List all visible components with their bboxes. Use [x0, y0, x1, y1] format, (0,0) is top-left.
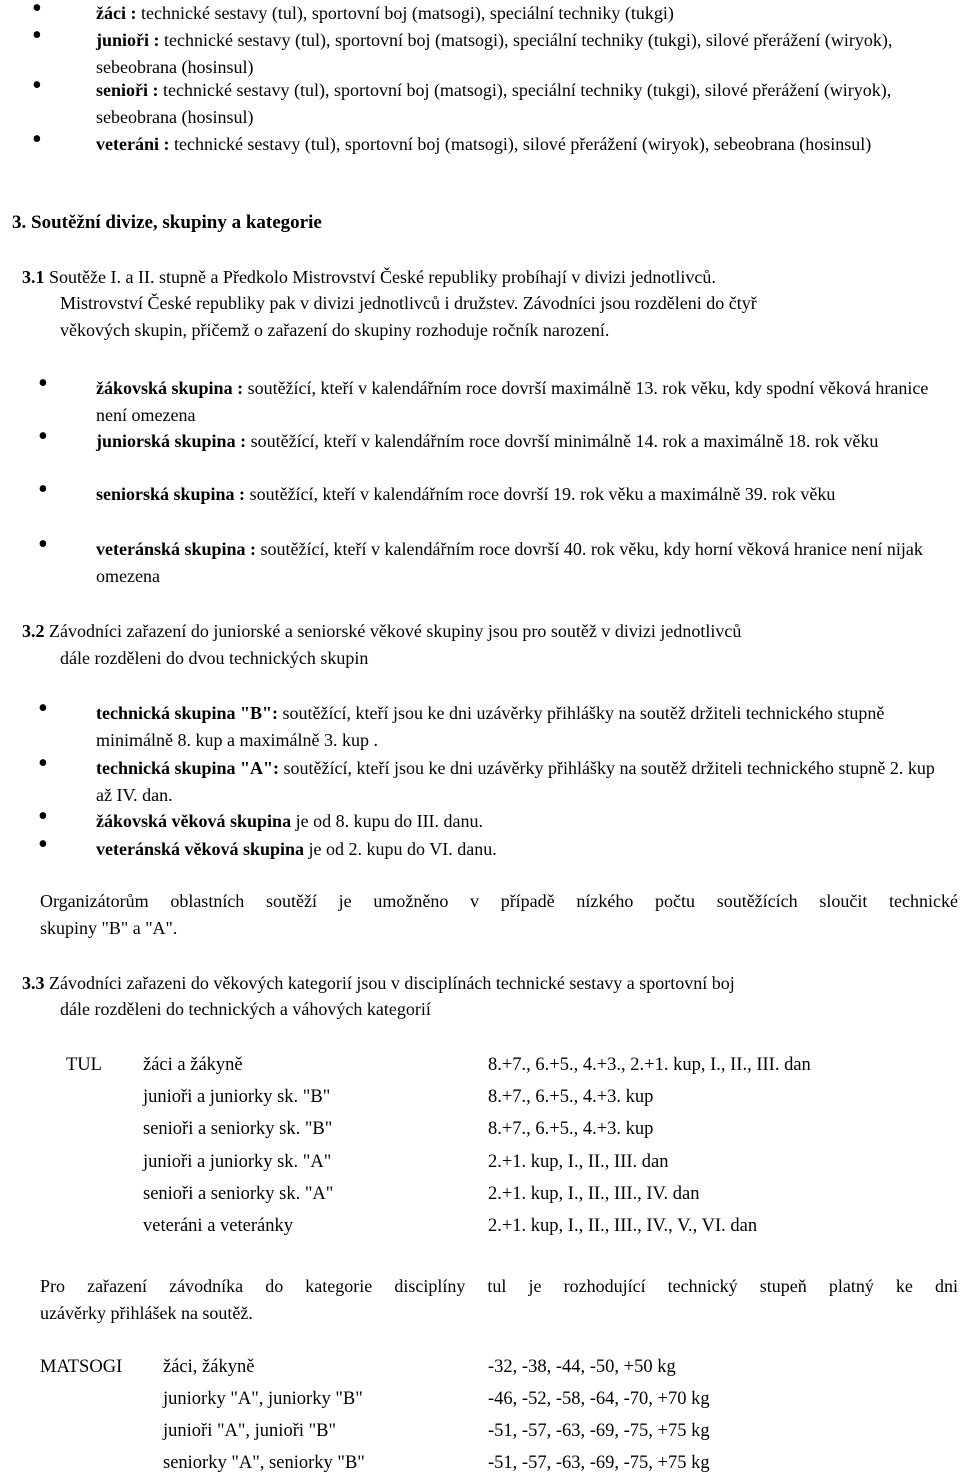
tul-label: TUL — [66, 1055, 102, 1075]
bullet-icon: • — [38, 368, 48, 399]
tul-note: Pro zařazení závodníka do kategorie disciplíny tul je rozhodující technický stupeň platný ke dni uzávěrky přihlášek na soutěž. — [40, 1276, 958, 1323]
tul-group: žáci a žákyně — [143, 1055, 243, 1075]
paragraph-3-3-cont: dále rozděleni do technických a váhových kategorií — [60, 999, 431, 1019]
matsogi-value: -51, -57, -63, -69, -75, +75 kg — [488, 1453, 710, 1473]
tul-group: junioři a juniorky sk. "A" — [143, 1152, 332, 1172]
matsogi-label: MATSOGI — [40, 1357, 123, 1377]
tul-group: senioři a seniorky sk. "A" — [143, 1184, 334, 1204]
paragraph-3-1-cont: Mistrovství České republiky pak v divizi jednotlivců i družstev. Závodníci jsou rozděleni do čtyř věkových skupin, přičemž o zařazení do skupiny rozhoduje ročník narození. — [60, 293, 757, 340]
bullet-icon: • — [32, 0, 42, 24]
bullet-icon: • — [38, 829, 48, 860]
section-heading: 3. Soutěžní divize, skupiny a kategorie — [12, 212, 322, 233]
tul-value: 2.+1. kup, I., II., III., IV. dan — [488, 1184, 700, 1204]
matsogi-value: -32, -38, -44, -50, +50 kg — [488, 1357, 676, 1377]
bullet-icon: • — [38, 693, 48, 724]
bullet-icon: • — [38, 748, 48, 779]
matsogi-group: juniorky "A", juniorky "B" — [163, 1389, 363, 1409]
bullet-icon: • — [32, 124, 42, 155]
tul-value: 8.+7., 6.+5., 4.+3., 2.+1. kup, I., II., III. dan — [488, 1055, 811, 1075]
paragraph-3-2-cont: dále rozděleni do dvou technických skupin — [60, 648, 369, 668]
tul-value: 2.+1. kup, I., II., III., IV., V., VI. dan — [488, 1216, 758, 1236]
matsogi-group: junioři "A", junioři "B" — [163, 1421, 337, 1441]
matsogi-group: žáci, žákyně — [163, 1357, 255, 1377]
bullet-icon: • — [38, 529, 48, 560]
paragraph-3-2: 3.2 Závodníci zařazení do juniorské a seniorské věkové skupiny jsou pro soutěž v divizi jednotlivců — [22, 621, 742, 641]
bullet-icon: • — [38, 801, 48, 832]
organizers-note: Organizátorům oblastních soutěží je umožněno v případě nízkého počtu soutěžících sloučit technické skupiny "B" a "A". — [40, 891, 958, 938]
bullet-icon: • — [32, 20, 42, 51]
matsogi-value: -46, -52, -58, -64, -70, +70 kg — [488, 1389, 710, 1409]
tul-group: senioři a seniorky sk. "B" — [143, 1119, 333, 1139]
document-page: • žáci : technické sestavy (tul), sportovní boj (matsogi), speciální techniky (tukgi) • junioři : technické sestavy (tul), sportovní boj (matsogi), speciální techniky (tukgi), silové přerážení (wiryok), sebeobrana (hosinsul) • senioři : technické sestavy (tul), sportovní boj (matsogi), speciální techniky (tukgi), silové přerážení (wiryok), sebeobrana (hosinsul) • veteráni : technické sestavy (tul), sportovní boj (matsogi), silové přerážení (wiryok), sebeobrana (hosinsul) 3. Soutěžní divize, skupiny a kategorie 3.1 Soutěže I. a II. stupně a Předkolo Mistrovství České republiky probíhají v divizi jednotlivců. Mistrovství České republiky pak v divizi jednotlivců i družstev. Závodníci jsou rozděleni do čtyř věkových skupin, přičemž o zařazení do skupiny rozhoduje ročník narození. • žákovská skupina : soutěžící, kteří v kalendářním roce dovrší maximálně 13. rok věku, kdy spodní věková hranice není omezena • juniorská skupina : soutěžící, kteří v kalendářním roce dovrší minimálně 14. rok a maximálně 18. rok věku • seniorská skupina : soutěžící, kteří v kalendářním roce dovrší 19. rok věku a maximálně 39. rok věku • veteránská skupina : soutěžící, kteří v kalendářním roce dovrší 40. rok věku, kdy horní věková hranice není nijak omezena 3.2 Závodníci zařazení do juniorské a seniorské věkové skupiny jsou pro soutěž v divizi jednotlivců dále rozděleni do dvou technických skupin • technická skupina "B": soutěžící, kteří jsou ke dni uzávěrky přihlášky na soutěž držiteli technického stupně minimálně 8. kup a maximálně 3. kup . • technická skupina "A": soutěžící, kteří jsou ke dni uzávěrky přihlášky na soutěž držiteli technického stupně 2. kup až IV. dan. • žákovská věková skupina je od 8. kupu do III. danu. • veteránská věková skupina je od 2. kupu do VI. danu. Organizátorům oblastních soutěží je umožněno v případě nízkého počtu soutěžících sloučit technické skupiny "B" a "A". 3.3 Závodníci zařazeni do věkových kategorií jsou v disciplínách technické sestavy a sportovní boj dále rozděleni do technických a váhových kategorií TUL žáci a žákyně 8.+7., 6.+5., 4.+3., 2.+1. kup, I., II., III. dan junioři a juniorky sk. "B" 8.+7., 6.+5., 4.+3. kup senioři a seniorky sk. "B" 8.+7., 6.+5., 4.+3. kup junioři a juniorky sk. "A" 2.+1. kup, I., II., III. dan senioři a seniorky sk. "A" 2.+1. kup, I., II., III., IV. dan veteráni a veteránky 2.+1. kup, I., II., III., IV., V., VI. dan Pro zařazení závodníka do kategorie disciplíny tul je rozhodující technický stupeň platný ke dni uzávěrky přihlášek na soutěž. MATSOGI žáci, žákyně -32, -38, -44, -50, +50 kg juniorky "A", juniorky "B" -46, -52, -58, -64, -70, +70 kg junioři "A", junioři "B" -51, -57, -63, -69, -75, +75 kg seniorky "A", seniorky "B" -51, -57, -63, -69, -75, +75 kg — [0, 0, 960, 1478]
bullet-icon: • — [38, 421, 48, 452]
matsogi-value: -51, -57, -63, -69, -75, +75 kg — [488, 1421, 710, 1441]
tul-group: junioři a juniorky sk. "B" — [143, 1087, 331, 1107]
tul-group: veteráni a veteránky — [143, 1216, 293, 1236]
paragraph-3-3: 3.3 Závodníci zařazeni do věkových kategorií jsou v disciplínách technické sestavy a sportovní boj — [22, 973, 735, 993]
tul-value: 8.+7., 6.+5., 4.+3. kup — [488, 1087, 654, 1107]
tul-value: 8.+7., 6.+5., 4.+3. kup — [488, 1119, 654, 1139]
paragraph-3-1: 3.1 Soutěže I. a II. stupně a Předkolo Mistrovství České republiky probíhají v divizi jednotlivců. — [22, 267, 716, 287]
tul-value: 2.+1. kup, I., II., III. dan — [488, 1152, 669, 1172]
matsogi-group: seniorky "A", seniorky "B" — [163, 1453, 365, 1473]
bullet-icon: • — [38, 474, 48, 505]
bullet-icon: • — [32, 70, 42, 101]
